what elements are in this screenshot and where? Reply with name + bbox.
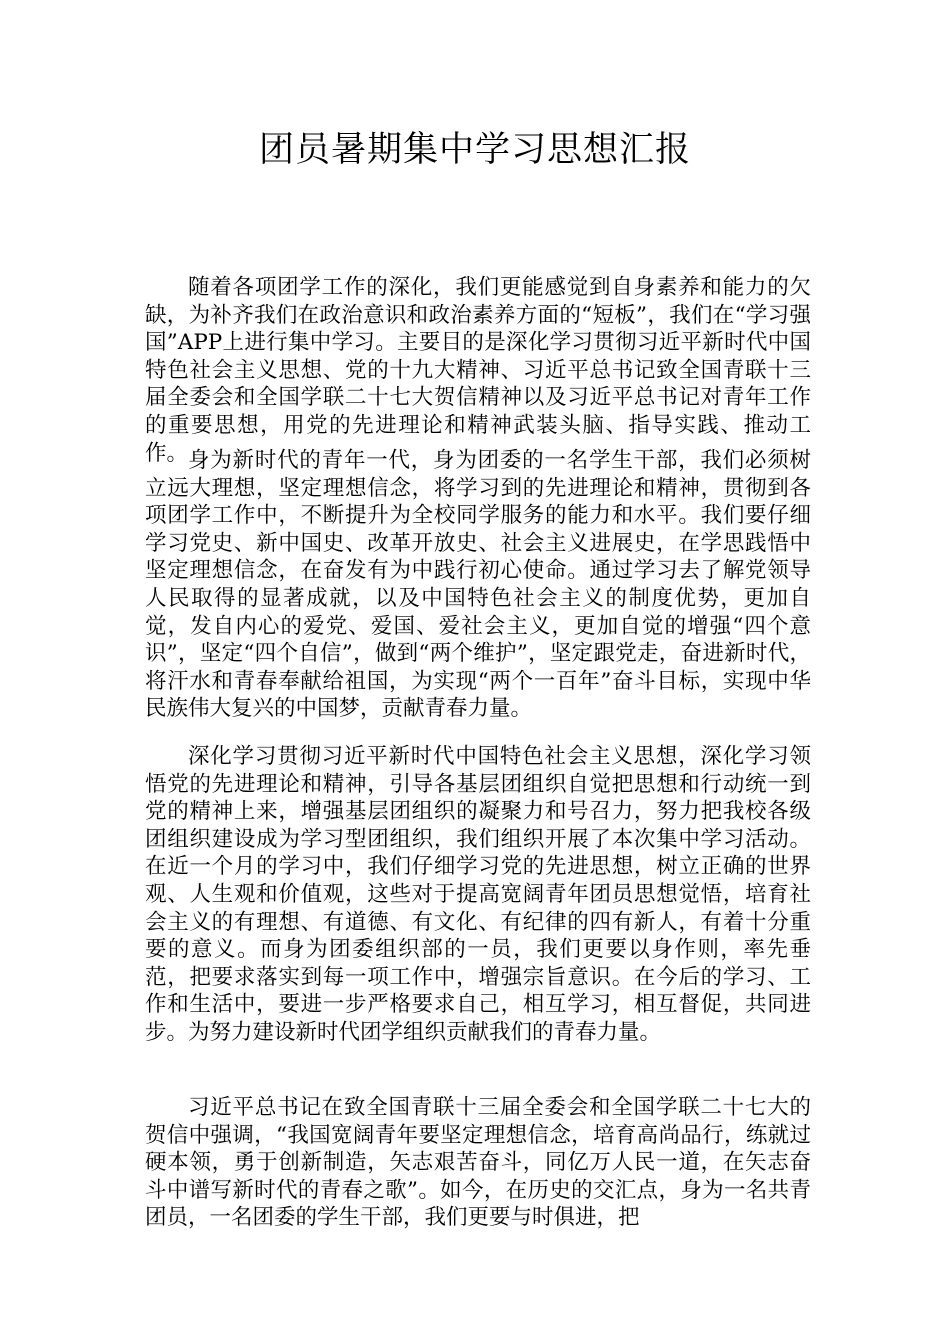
paragraph-2: 身为新时代的青年一代，身为团委的一名学生干部，我们必须树立远大理想，坚定理想信念，将学习到的先进理论和精神，贯彻到各项团学工作中，不断提升为全校同学服务的能力和水平。我们要仔细学习党史、新中国史、改革开放史、社会主义进展史，在学思践悟中坚定理想信念，在奋发有为中践行初心使命。通过学习去了解党领导人民取得的显著成就，以及中国特色社会主义的制度优势，更加自觉，发自内心的爱党、爱国、爱社会主义，更加自觉的增强“四个意识”，坚定“四个自信”，做到“两个维护”，坚定跟党走，奋进新时代，将汗水和青春奉献给祖国，为实现“两个一百年”奋斗目标，实现中华民族伟大复兴的中国梦，贡献青春力量。: [145, 448, 811, 722]
paragraph-3: 深化学习贯彻习近平新时代中国特色社会主义思想，深化学习领悟党的先进理论和精神，引导各基层团组织自觉把思想和行动统一到党的精神上来，增强基层团组织的凝聚力和号召力，努力把我校各级团组织建设成为学习型团组织，我们组织开展了本次集中学习活动。在近一个月的学习中，我们仔细学习党的先进思想，树立正确的世界观、人生观和价值观，这些对于提高宽阔青年团员思想觉悟，培育社会主义的有理想、有道德、有文化、有纪律的四有新人，有着十分重要的意义。而身为团委组织部的一员，我们更要以身作则，率先垂范，把要求落实到每一项工作中，增强宗旨意识。在今后的学习、工作和生活中，要进一步严格要求自己，相互学习，相互督促，共同进步。为努力建设新时代团学组织贡献我们的青春力量。: [145, 744, 811, 1045]
paragraph-4: 习近平总书记在致全国青联十三届全委会和全国学联二十七大的贺信中强调，“我国宽阔青年要坚定理想信念，培育高尚品行，练就过硬本领，勇于创新制造，矢志艰苦奋斗，同亿万人民一道，在矢志奋斗中谱写新时代的青春之歌”。如今，在历史的交汇点，身为一名共青团员，一名团委的学生干部，我们更要与时俱进，把: [145, 1095, 811, 1231]
document-title: 团员暑期集中学习思想汇报: [258, 130, 691, 170]
paragraph-1: 随着各项团学工作的深化，我们更能感觉到自身素养和能力的欠缺，为补齐我们在政治意识和政治素养方面的“短板”，我们在“学习强国”APP上进行集中学习。主要目的是深化学习贯彻习近平新时代中国特色社会主义思想、党的十九大精神、习近平总书记致全国青联十三届全委会和全国学联二十七大贺信精神以及习近平总书记对青年工作的重要思想，用党的先进理论和精神武装头脑、指导实践、推动工作。: [145, 275, 811, 466]
